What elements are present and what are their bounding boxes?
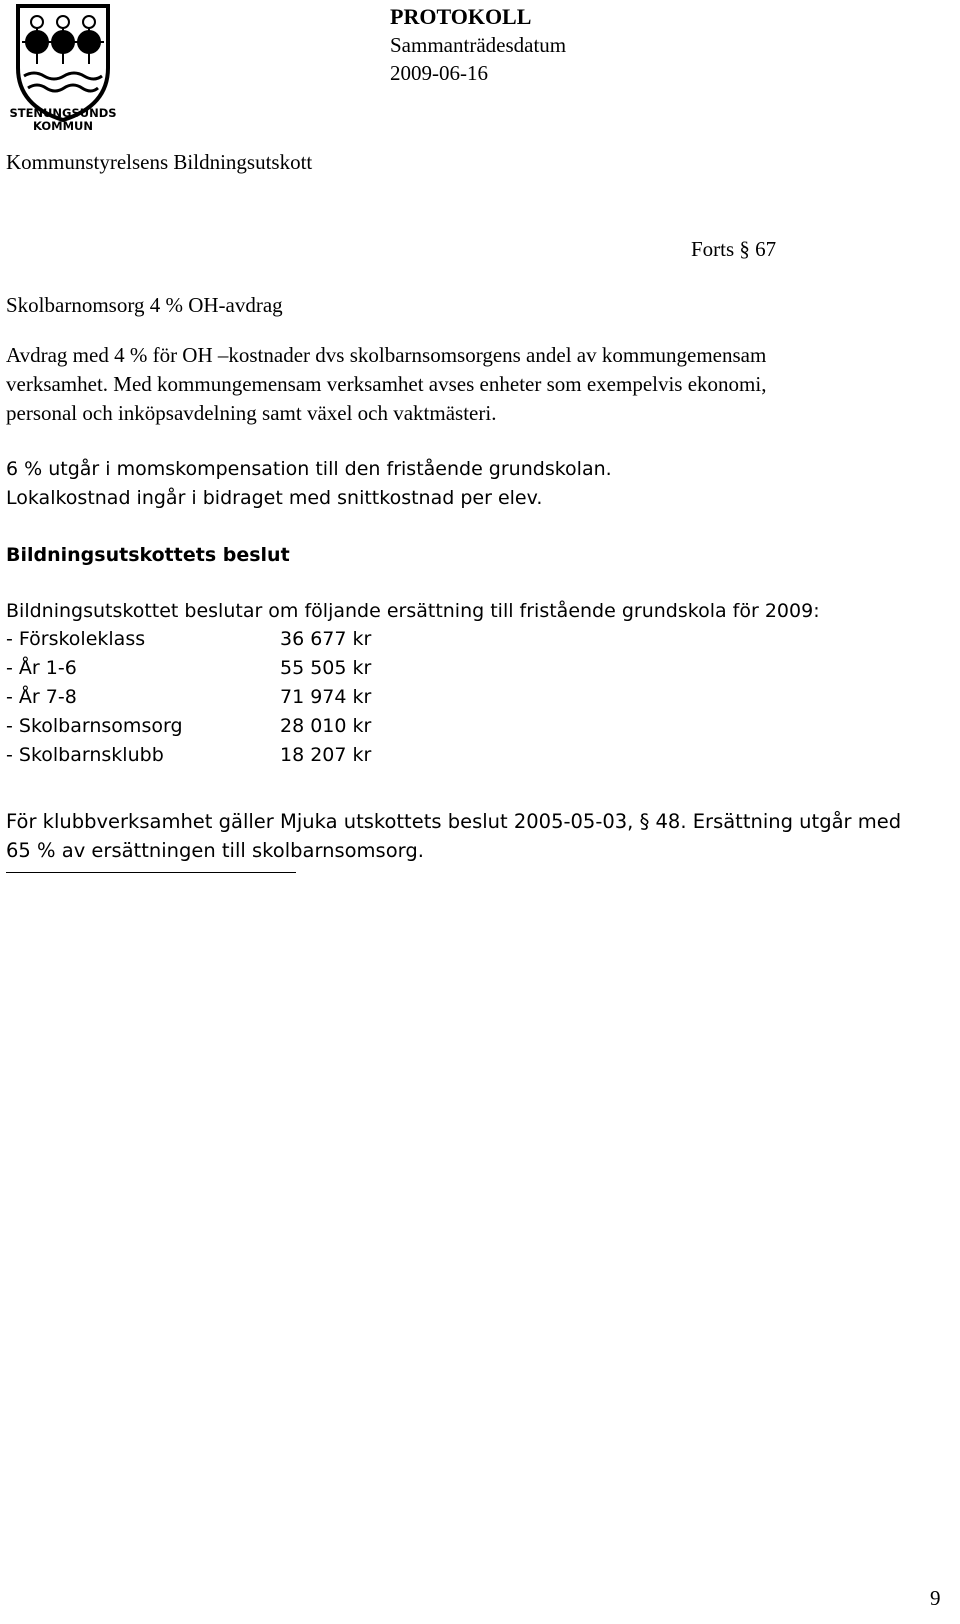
rate-label: - Förskoleklass xyxy=(6,628,146,650)
meeting-date: 2009-06-16 xyxy=(390,61,488,85)
intro-line: verksamhet. Med kommungemensam verksamhet avses enheter som exempelvis ekonomi, xyxy=(6,372,767,396)
closing-line: För klubbverksamhet gäller Mjuka utskottets beslut 2005-05-03, § 48. Ersättning utgår med xyxy=(6,810,902,833)
meeting-date-label: Sammanträdesdatum xyxy=(390,33,567,57)
rate-row xyxy=(6,741,506,770)
intro-paragraph xyxy=(6,341,946,428)
rate-row xyxy=(6,712,506,741)
closing-line: 65 % av ersättningen till skolbarnsomsorg. xyxy=(6,839,424,862)
rate-label: - År 7-8 xyxy=(6,686,77,708)
rate-amount: 55 505 kr xyxy=(280,657,372,679)
rate-label: - Skolbarnsomsorg xyxy=(6,715,183,737)
page-number: 9 xyxy=(930,1586,941,1610)
note-line: 6 % utgår i momskompensation till den fristående grundskolan. xyxy=(6,458,612,480)
continuation-paragraph-ref: Forts § 67 xyxy=(691,237,777,261)
rates-list xyxy=(6,625,506,770)
logo-caption-line1: STENUNGSUNDS xyxy=(9,106,117,120)
municipality-logo xyxy=(4,2,122,132)
rate-amount: 18 207 kr xyxy=(280,744,372,766)
decision-text: Bildningsutskottet beslutar om följande ersättning till fristående grundskola för 2009: xyxy=(6,600,820,622)
document-title: PROTOKOLL xyxy=(390,4,532,29)
rate-label: - År 1-6 xyxy=(6,657,77,679)
committee-name: Kommunstyrelsens Bildningsutskott xyxy=(6,150,313,174)
notes-paragraph xyxy=(6,455,946,513)
section-heading: Skolbarnomsorg 4 % OH-avdrag xyxy=(6,293,283,317)
rate-row xyxy=(6,654,506,683)
rate-row xyxy=(6,625,506,654)
logo-caption-line2: KOMMUN xyxy=(32,119,94,132)
closing-paragraph xyxy=(6,807,951,865)
rate-row xyxy=(6,683,506,712)
rate-amount: 36 677 kr xyxy=(280,628,372,650)
coat-of-arms-icon xyxy=(4,2,122,132)
separator-rule xyxy=(6,872,296,873)
intro-line: personal och inköpsavdelning samt växel och vaktmästeri. xyxy=(6,401,497,425)
intro-line: Avdrag med 4 % för OH –kostnader dvs skolbarnsomsorgens andel av kommungemensam xyxy=(6,343,767,367)
rate-amount: 71 974 kr xyxy=(280,686,372,708)
note-line: Lokalkostnad ingår i bidraget med snittkostnad per elev. xyxy=(6,487,543,509)
decision-heading: Bildningsutskottets beslut xyxy=(6,544,290,566)
rate-label: - Skolbarnsklubb xyxy=(6,744,164,766)
rate-amount: 28 010 kr xyxy=(280,715,372,737)
